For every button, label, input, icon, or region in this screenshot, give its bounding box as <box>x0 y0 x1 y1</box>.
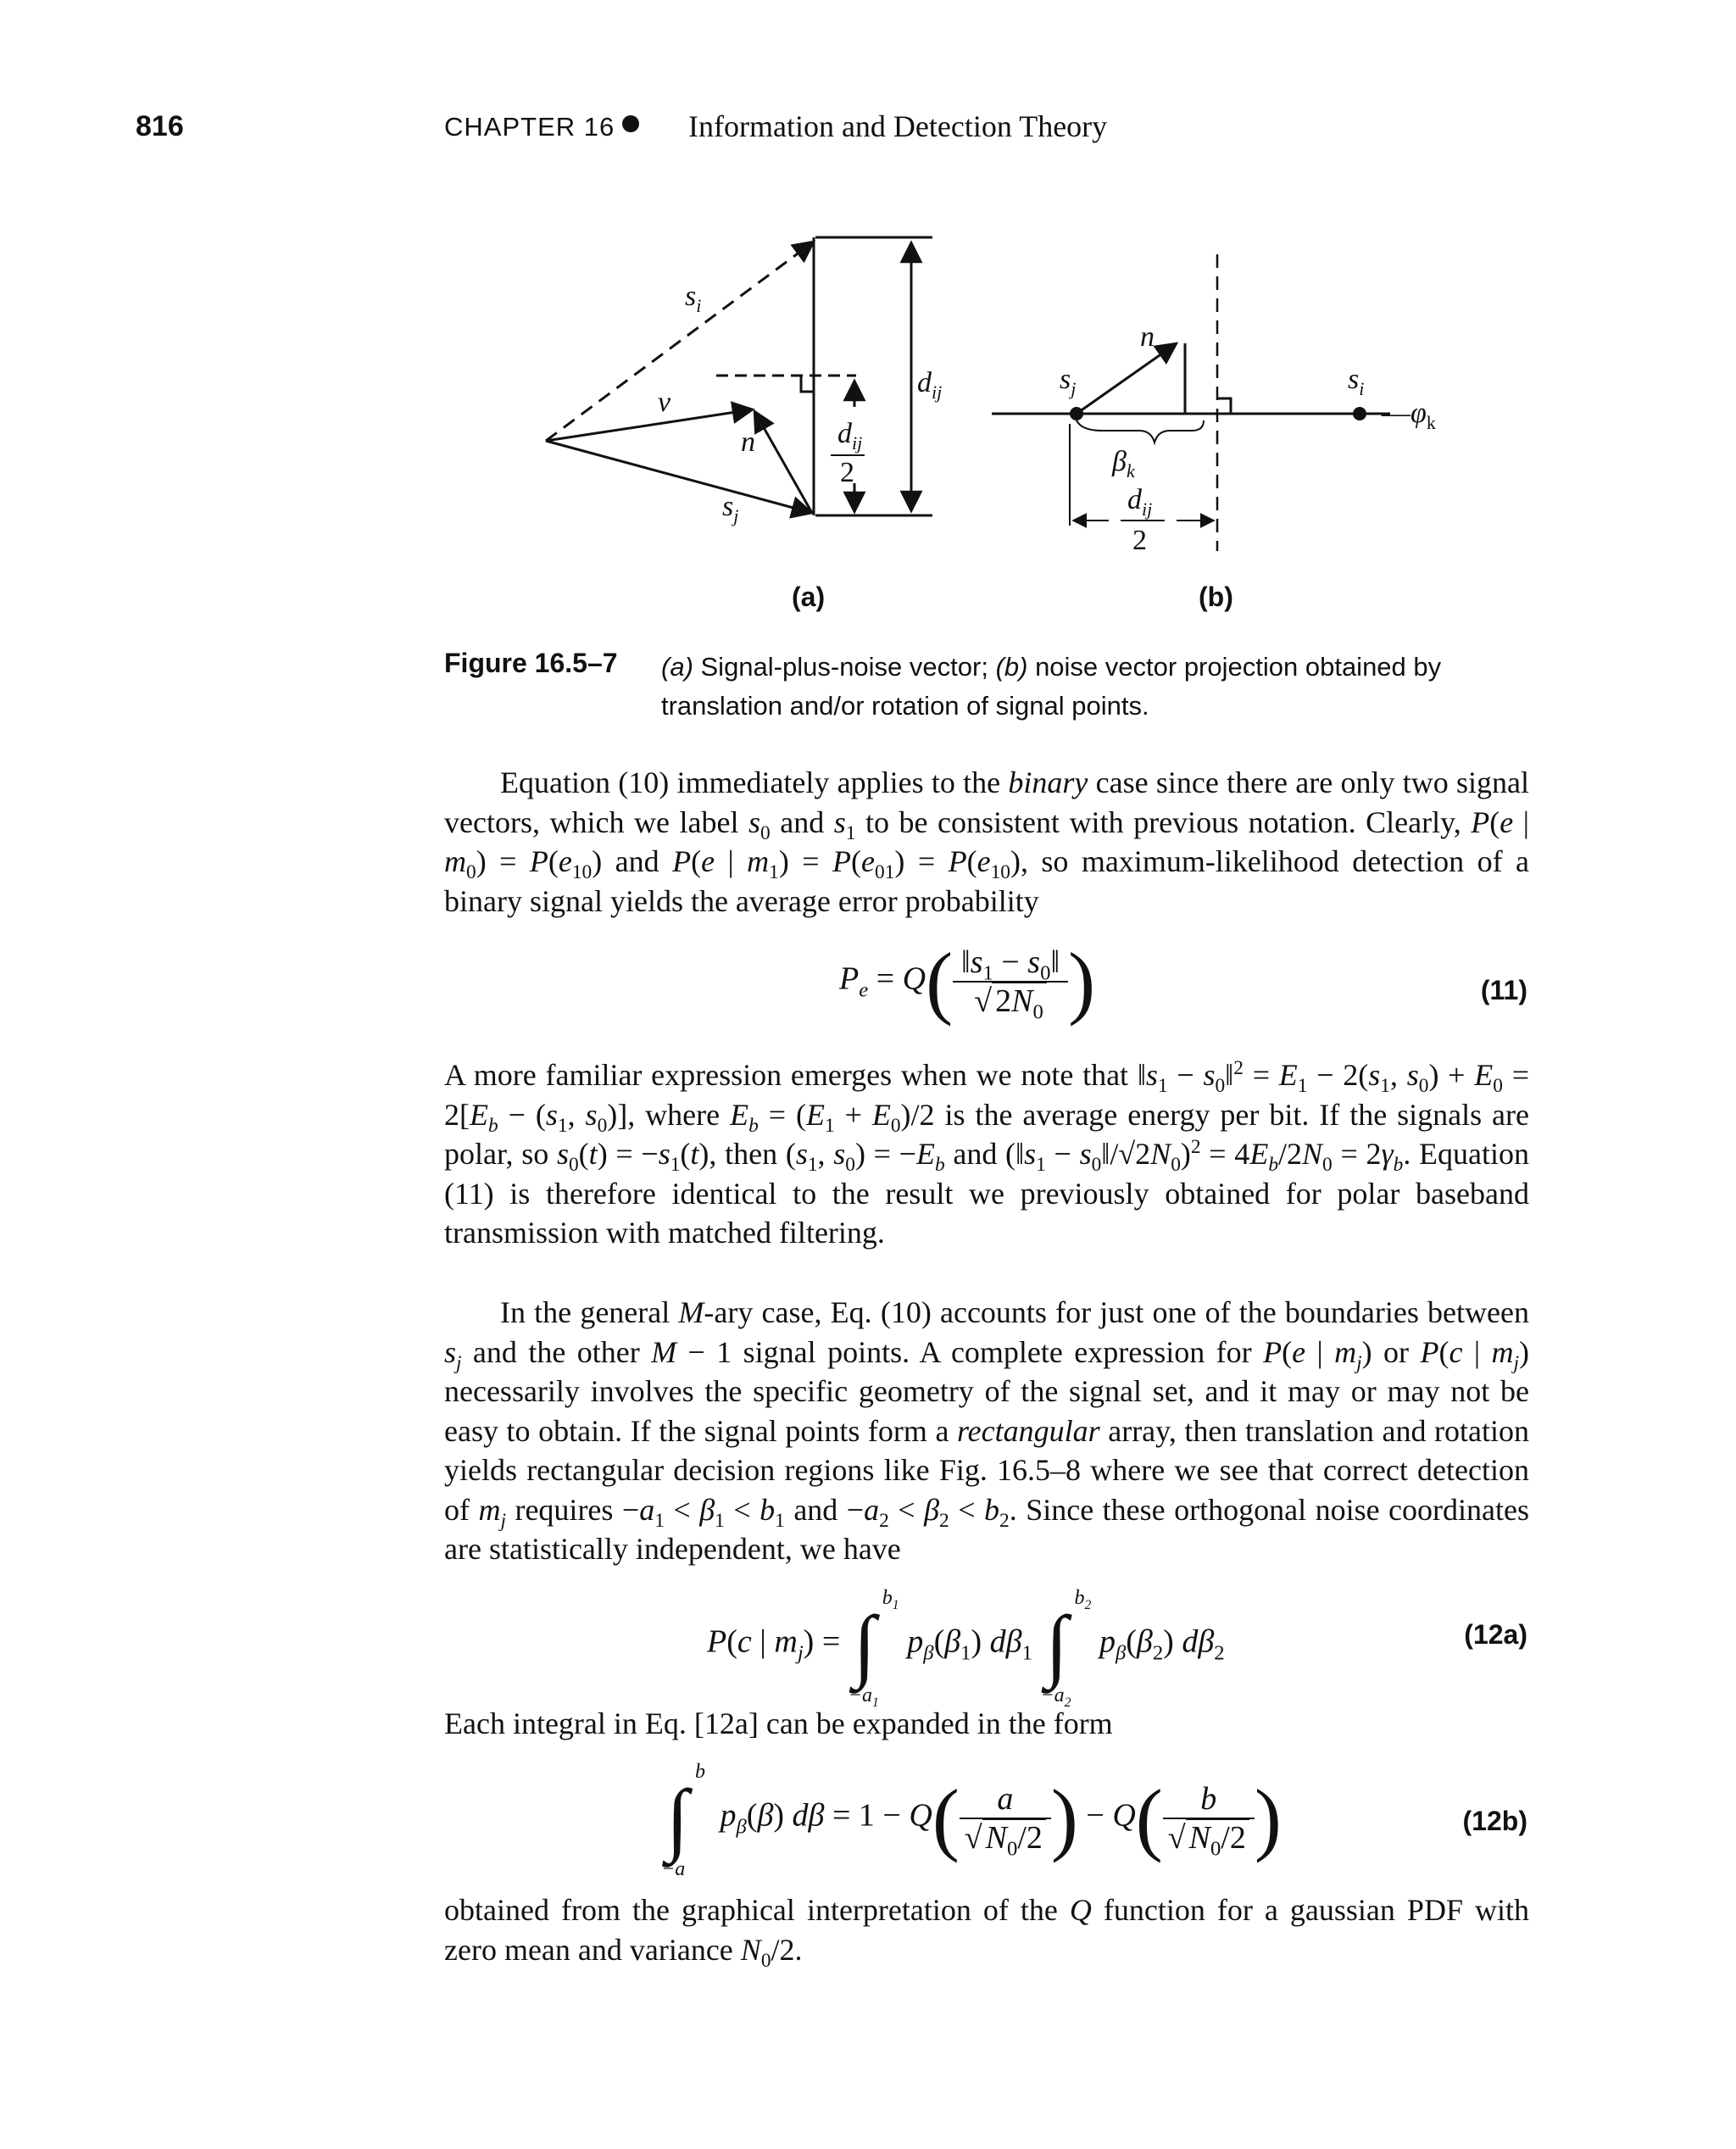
panel-a-diagram <box>546 237 932 515</box>
label-dij: $d_{ij}$ <box>917 367 943 403</box>
running-title: Information and Detection Theory <box>688 109 1108 143</box>
signal-point-sj <box>1070 407 1083 420</box>
label-b-sj: $s_j$ <box>1060 364 1077 399</box>
chapter-label: CHAPTER 16 <box>444 112 615 142</box>
paragraph-4: Each integral in Eq. [12a] can be expanded in the form <box>444 1706 1113 1740</box>
paragraph-2: A more familiar expression emerges when we note that $‖s_1$ − $s_0‖^2 = E_1 - 2(s_1$, $s_0) + E_0 = 2[E_b - (s_1$, $s_0$)], where $E_b = (E_1 + E_0)/2$ is the average energy per bit. If the signals are polar, so $s_0(t) = -s_1(t)$, then ($s_1$, $s_0) = -E_b$ and ($‖s_1$ − $s_0‖/√2N_0)^2 = 4E_b/2N_0 = 2\gamma_b$. Equation (11) is therefore identical to the result we previously obtained for polar baseband transmission with matched filtering. <box>444 1057 1530 1250</box>
label-sj: $s_j$ <box>722 491 739 526</box>
label-b-phik: $—\varphi_k$ <box>1382 398 1436 433</box>
label-si: $s_i$ <box>685 281 702 316</box>
paragraph-5: obtained from the graphical interpretation of the Q function for a gaussian PDF with zero mean and variance $N_0/2$. <box>444 1893 1529 1972</box>
label-half-den: 2 <box>840 457 854 488</box>
label-b-n: n <box>1140 321 1155 353</box>
equation-11-number: (11) <box>1480 975 1527 1005</box>
equation-12a-number: (12a) <box>1464 1619 1527 1650</box>
equation-12a: P(c | $m_j$) = ∫ $b_1$ $-a_1$ $p_\beta(\beta_1)$ $d\beta_1$ ∫ $b_2$ $-a_2$ $p_\beta(\beta_2)$ $d\beta_2$ <box>707 1587 1225 1710</box>
equation-12b: ∫ b −a $p_\beta(\beta) d\beta = 1 - Q$( $\frac{a}{√ N_0/2}$ ) − Q( $\frac{b}{√ N_0/2}$ ) <box>661 1761 1282 1880</box>
signal-point-si <box>1353 407 1366 420</box>
panel-b-labels <box>1060 321 1436 556</box>
panel-b-label: (b) <box>1199 582 1233 612</box>
panel-a-label: (a) <box>792 582 826 612</box>
page-number: 816 <box>136 110 184 142</box>
panel-b-diagram <box>992 254 1390 551</box>
label-n: n <box>741 426 755 458</box>
figure-16-5-7 <box>0 0 1736 627</box>
figure-caption: (a) Signal-plus-noise vector; (b) noise vector projection obtained by translation and/or rotation of signal points. <box>661 652 1442 721</box>
equation-11: $P_e = Q$( $\frac{‖s_1 - s_0‖}{√ 2N_0}$ ) <box>839 936 1096 1027</box>
label-b-half-num: $d_{ij}$ <box>1127 484 1153 520</box>
label-b-half-den: 2 <box>1132 525 1147 556</box>
equation-12b-number: (12b) <box>1462 1806 1527 1836</box>
label-b-si: $s_i$ <box>1348 364 1365 399</box>
label-half-num: $d_{ij}$ <box>837 418 863 454</box>
paragraph-3: In the general M-ary case, Eq. (10) accounts for just one of the boundaries between $s_j$ and the other M − 1 signal points. A complete expression for P(e | $m_j$) or P(c | $m_j$) necessarily involves the specific geometry of the signal set, and it may or may not be easy to obtain. If the signal points form a rectangular array, then translation and rotation yields rectangular decision regions like Fig. 16.5–8 where we see that correct detection of $m_j$ requires $-a_1 < \beta_1 < b_1$ and $-a_2 < \beta_2 < b_2$. Since these orthogonal noise coordinates are statistically independent, we have <box>444 1295 1529 1566</box>
paragraph-1: Equation (10) immediately applies to the binary case since there are only two signal vectors, which we label $s_0$ and $s_1$ to be consistent with previous notation. Clearly, P(e | $m_0) = P(e_{10})$ and P(e | $m_1) = P(e_{01}) = P(e_{10})$, so maximum-likelihood detection of a binary signal yields the average error probability <box>444 766 1530 918</box>
label-b-beta: $\beta_k$ <box>1112 446 1135 482</box>
label-v: v <box>658 387 671 418</box>
figure-caption-label: Figure 16.5–7 <box>444 648 618 678</box>
